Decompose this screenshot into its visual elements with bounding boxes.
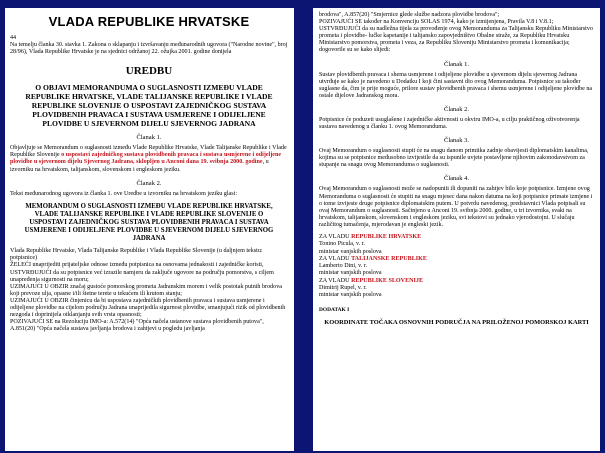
- main-heading: O OBJAVI MEMORANDUMA O SUGLASNOSTI IZMEĐU VLADE REPUBLIKE HRVATSKE, VLADE TALIJANSKE REPUBLIKE I VLADE REPUBLIKE SLOVENIJE O USPOSTAVI ZAJEDNIČKOG SUSTAVA PLOVIDBENIH PRAVACA I SUSTAVA USMJERENE I ODIJELJENE PLOVIDBE U SJEVERNOM DIJELU SJEVERNOG JADRANA: [25, 83, 273, 129]
- signatory-name: Tonino Picula, v. r.: [319, 241, 365, 248]
- signatory-slovenia: ZA VLADU REPUBLIKE SLOVENIJE: [319, 277, 424, 284]
- annex-title: KOORDINATE TOČAKA OSNOVNIH PODRUČJA NA PRILOŽENOJ POMORSKOJ KARTI: [324, 318, 589, 326]
- preamble-line: POZIVAJUĆI SE na Rezoluciju IMO-a: A.572(14) "Opća načela ustanove sustava plovidbenih putova", A.851(20) "Opća načela sustava javljanja brodova i zahtjevi u pogledu javljanja: [10, 319, 264, 333]
- preamble-line: ŽELEĆI unaprijediti prijateljske odnose između potpisnica na osnovama jednakosti i zajedničke koristi,: [10, 262, 264, 269]
- signatory-role: ministar vanjskih poslova: [319, 292, 382, 299]
- preamble-line: UZIMAJUĆI U OBZIR činjenicu da bi uspostava zajedničkih plovidbenih pravaca i sustava usmjerene i odijeljene plovidbe na cijelom području Jadrana unaprijedila sigurnost plovidbe, smanjujući rizik od plovidbenih nezgoda i doprinijela otklanjanju svih vrsta opasnosti;: [10, 297, 286, 319]
- country-highlight: REPUBLIKE HRVATSKE: [351, 233, 422, 240]
- preamble-line: USTVRĐUJUĆI da su potpisnice već izrazile namjeru da zaključe ugovore na području pomorstva, s ciljem unapređenja sigurnosti na moru;: [10, 269, 274, 283]
- signatory-croatia: ZA VLADU REPUBLIKE HRVATSKE: [319, 233, 422, 240]
- article-2-text: Potpisnice će poduzeti usuglašene i zajedničke aktivnosti u okviru IMO-a, u cilju praktičnog oživotvorenja sustava navedenog u članku 1. ovog Memoranduma.: [319, 116, 580, 131]
- article-3-label: Članak 3.: [444, 137, 469, 145]
- preamble-line: Vlada Republike Hrvatske, Vlada Talijanske Republike i Vlada Republike Slovenije (u daljnjem tekstu: potpisnice): [10, 248, 263, 262]
- preamble-line: USTVRĐUJUĆI da su nadležna tijela za provođenje ovog Memoranduma za Talijansku Republiku Ministarstvo prometa i plovidbe- lučke kapetanije i talijansko zapovjedništvo Obalne straže, za Republiku Hrvatsku Ministarstvo pomorstva, prometa i veza, za Republiku Sloveniju Ministarstvo prometa i komunikacija;: [319, 26, 593, 47]
- signatory-italy: ZA VLADU TALIJANSKE REPUBLIKE: [319, 255, 427, 262]
- article-1-label: Članak 1.: [444, 60, 469, 68]
- signatory-role: ministar vanjskih poslova: [319, 248, 382, 255]
- article-4-label: Članak 4.: [444, 175, 469, 183]
- article-1-label: Članak 1.: [136, 134, 162, 142]
- preamble-line: dogovorile su se kako slijedi:: [319, 47, 391, 54]
- left-page: [5, 8, 294, 451]
- article-4-text: Ovaj Memorandum o suglasnosti može se nadopuniti ili dopuniti na zahtjev bilo koje potpisnice. Izmjene ovog Memoranduma o suglasnosti će stupiti na snagu mjesec dana nakon datuma na koji potpisnice primate izmjene i o tome izvijeste druge potpisnice diplomatskim putem. U potvrdu navedenog, predstavnici Vlada potpisali su ovaj Memorandum o suglasnosti. Sačinjeno u Anconi 19. svibnja 2000. godine, u tri izvornika, svaki na hrvatskom, talijanskom, slovenskom i engleskom jeziku, svi tekstovi su jednako vjerodostojni. U slučaju različitog tumačenja, mjerodavan je engleski jezik.: [319, 186, 593, 228]
- article-1-highlight: o uspostavi zajedničkog sustava plovidbenih pravaca i sustava usmjerene i odijeljene plovidbe u sjevernom dijelu Sjevernog Jadrana, sklopljen u Anconi dana 19. svibnja 2000. godine: [10, 152, 282, 166]
- article-2-label: Članak 2.: [444, 105, 469, 113]
- memorandum-heading: MEMORANDUM O SUGLASNOSTI IZMEĐU VLADE REPUBLIKE HRVATSKE, VLADE TALIJANSKE REPUBLIKE I VLADE REPUBLIKE SLOVENIJE O USPOSTAVI ZAJEDNIČKOG SUSTAVA PLOVIDBENIH PRAVACA I SUSTAVA USMJERENE I ODIJELJENE PLOVIDBE U SJEVERNOM DIJELU SJEVERNOG JADRANA: [24, 202, 274, 243]
- uredba-heading: UREDBU: [125, 65, 173, 78]
- article-2-text: Tekst međunarodnog ugovora iz članka 1. ove Uredbe u izvorniku na hrvatskom jeziku glasi:: [10, 190, 238, 197]
- signatory-role: ministar vanjskih poslova: [319, 270, 382, 277]
- signatory-name: Lamberto Dini, v. r.: [319, 263, 368, 270]
- article-1-text: [10, 145, 288, 173]
- article-3-text: Ovaj Memorandum o suglasnosti stupit će na snagu danom primitka zadnje obavijesti diplomatskim kanalima, kojima su se potpisnice međusobno izvijestile da su ispunile uvjete postavljene njihovim zakonodavstvom za stupanje na snagu ovog Memoranduma o suglasnosti.: [319, 148, 589, 169]
- article-1-text-end: , u izvorniku na hrvatskom, talijanskom, slovenskom i engleskom jeziku.: [10, 159, 269, 173]
- preamble-line: POZIVAJUĆI SE također na Konvenciju SOLAS 1974, kako je izmijenjena, Pravila V.8 i V.8.1;: [319, 19, 554, 26]
- intro-paragraph: Na temelju članka 30. stavka 1. Zakona o sklapanju i izvršavanju međunarodnih ugovora ("Narodne novine", broj 28/96), Vlada Republike Hrvatske je na sjednici održanoj 22. ožujka 2001. godine donijela: [10, 42, 288, 56]
- government-title: VLADA REPUBLIKE HRVATSKE: [48, 14, 250, 29]
- preamble-line: UZIMAJUĆI U OBZIR značaj gustoće pomorskog prometa Jadranskim morem i velik postotak putnih brodova koji prevoze ulja, opasne i/ili štetne terete u tekućem ili krutom stanju;: [10, 283, 282, 297]
- annex-label: DODATAK I: [319, 306, 350, 313]
- right-page: [313, 8, 600, 451]
- article-1-text-start: Objavljuje se Memorandum o suglasnosti između Vlade Republike Hrvatske, Vlade Talijanske Republike i Vlade Republike Slovenije: [10, 145, 287, 159]
- article-2-label: Članak 2.: [136, 179, 162, 187]
- country-highlight: TALIJANSKE REPUBLIKE: [351, 255, 427, 262]
- preamble-line: brodova", A.857(20) "Smjernice glede službe nadzora plovidbe brodova";: [319, 12, 500, 18]
- signatory-name: Dimitrij Rupel, v. r.: [319, 285, 367, 292]
- document-number: 44: [10, 35, 17, 41]
- article-1-text: Sustav plovidbenih pravaca i shema usmjerene i odijeljene plovidbe u sjevernom dijelu sjevernog Jadrana utvrđuje se kako je navedeno u Dodatku I koji čini sastavni dio ovog Memoranduma. Potpisnice su također suglasne da, čim je prije moguće, prilore sustav plovidbenih pravaca i shemu usmjerene i odijeljene plovidbe na ostale dijelove Jadranskog mora.: [319, 71, 593, 99]
- country-highlight: REPUBLIKE SLOVENIJE: [351, 277, 424, 284]
